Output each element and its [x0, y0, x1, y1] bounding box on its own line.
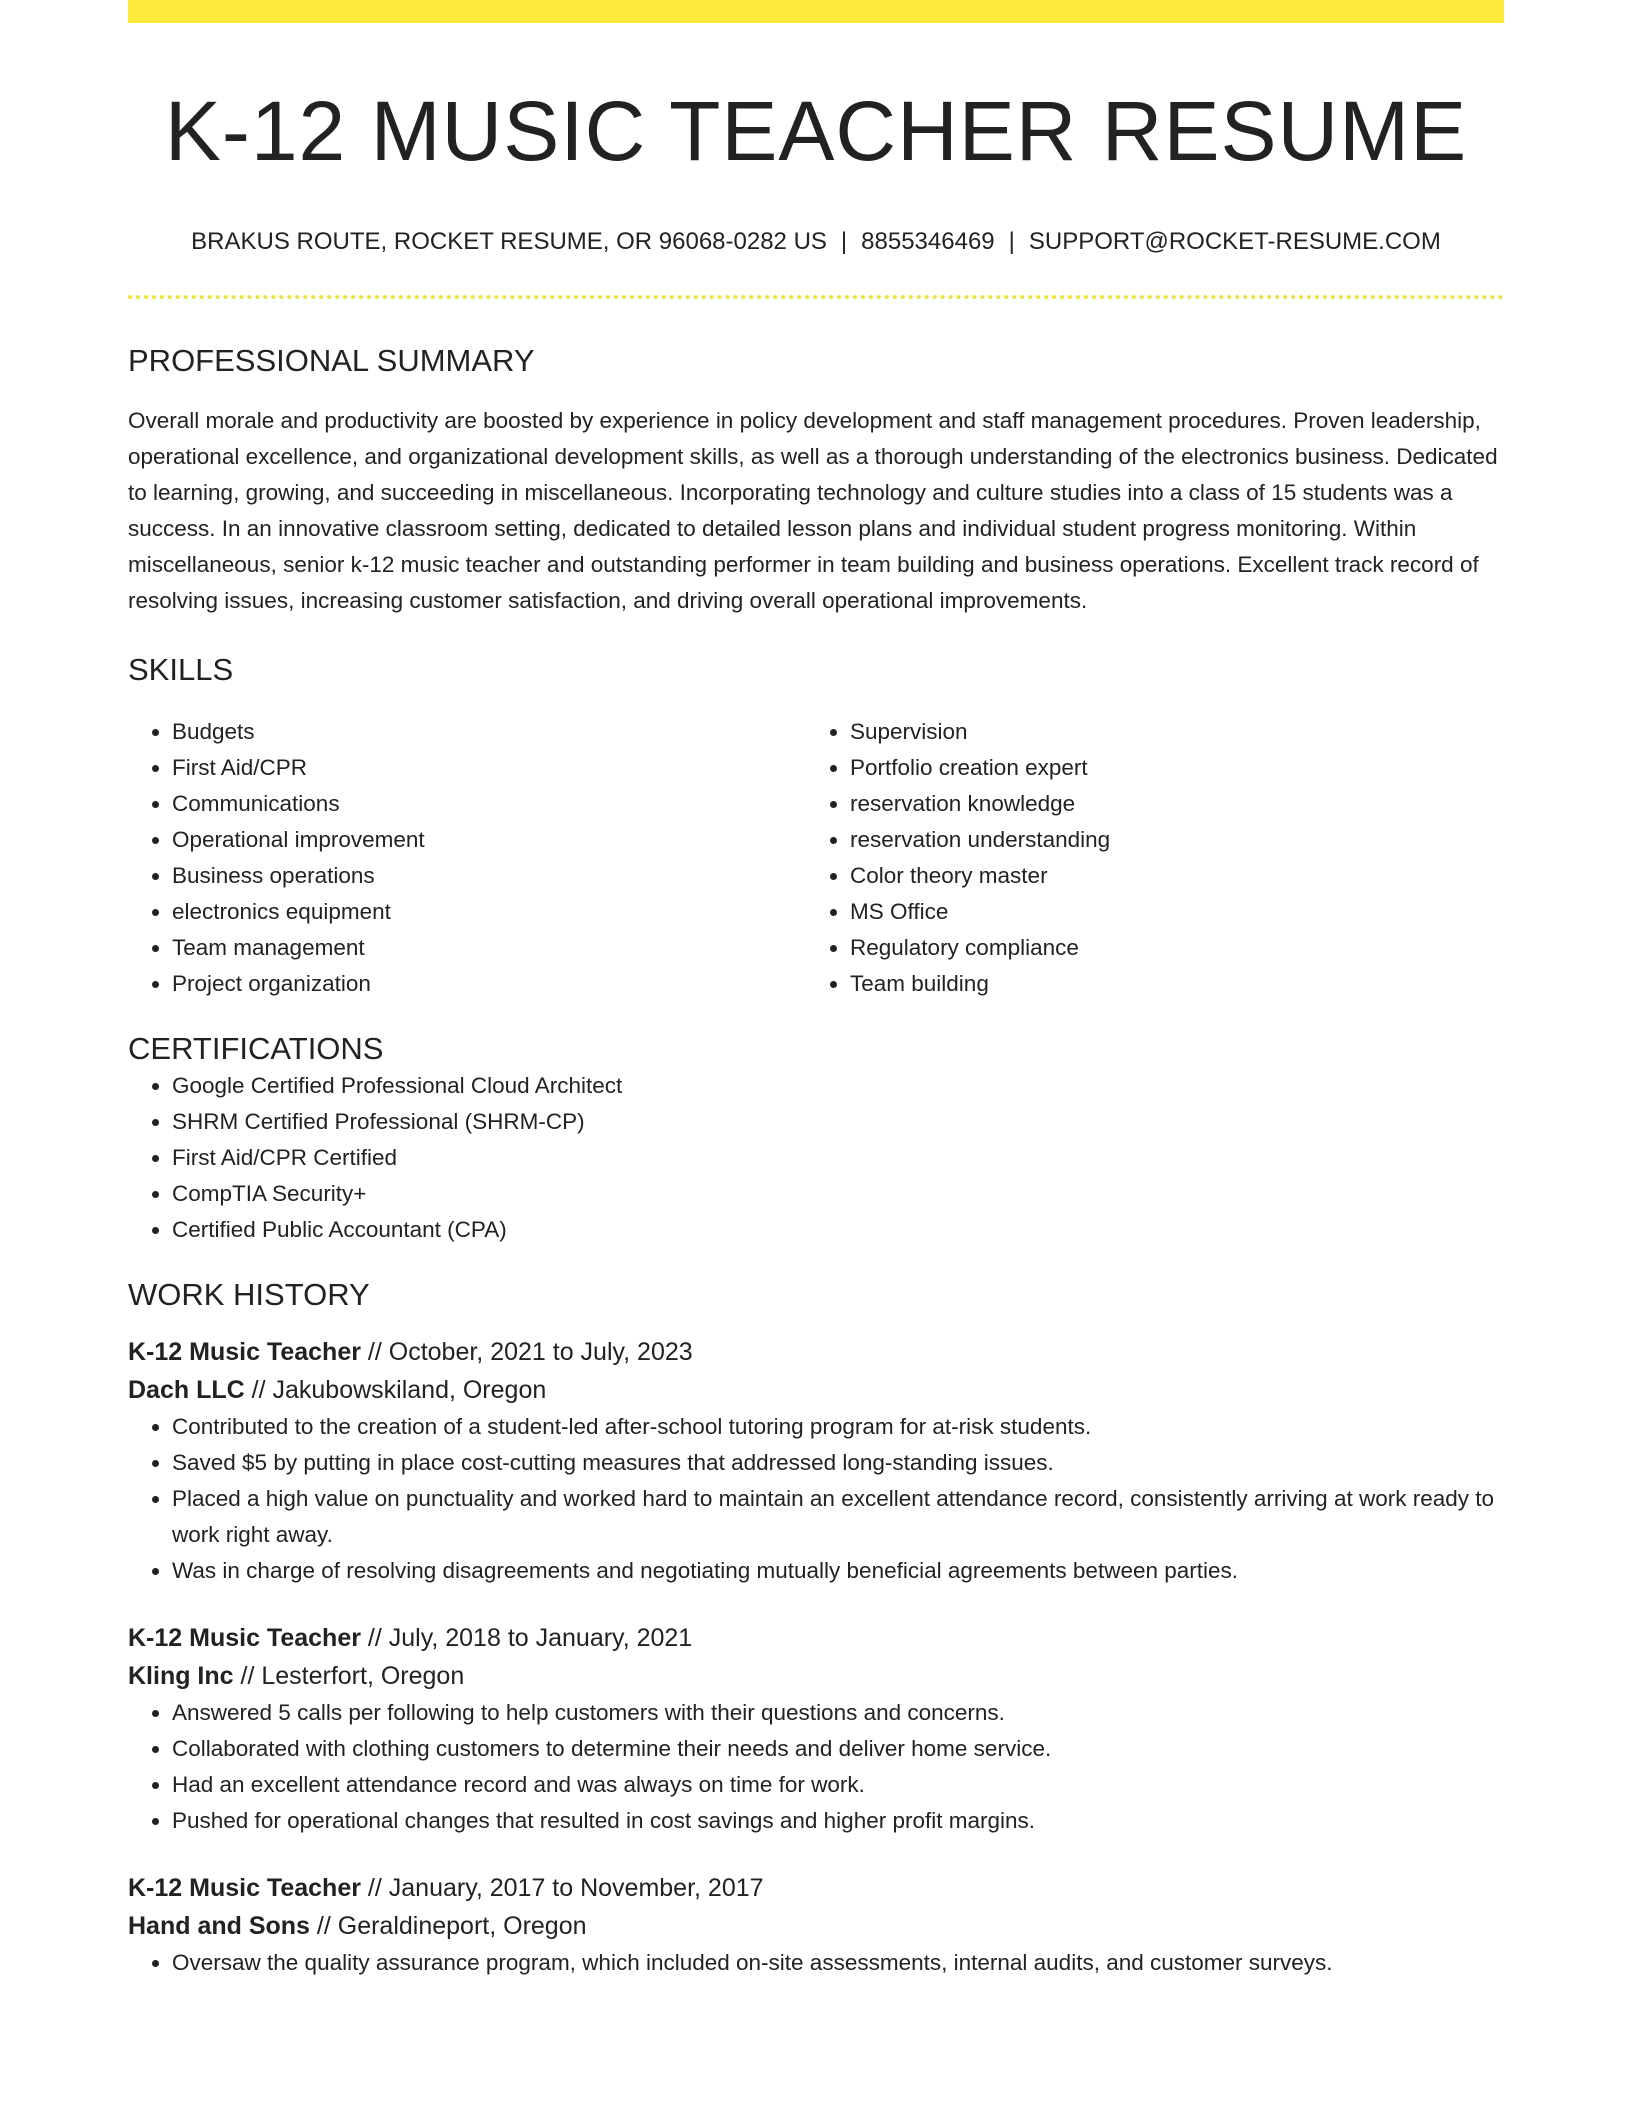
- job-role-line: [128, 1333, 1504, 1371]
- job-role: K-12 Music Teacher: [128, 1873, 361, 1902]
- job-bullet: • Answered 5 calls per following to help customers with their questions and concerns.: [172, 1695, 1504, 1731]
- job-entry: [128, 1869, 1504, 1981]
- certification-item: • Google Certified Professional Cloud Architect: [172, 1068, 1504, 1104]
- accent-top-bar: [128, 0, 1504, 23]
- job-company: Dach LLC: [128, 1375, 245, 1404]
- certification-item: • Certified Public Accountant (CPA): [172, 1212, 1504, 1248]
- skill-item: • electronics equipment: [172, 894, 806, 930]
- job-dates: // January, 2017 to November, 2017: [367, 1873, 764, 1902]
- job-company-line: [128, 1371, 1504, 1409]
- job-role-line: [128, 1619, 1504, 1657]
- skill-item: • Portfolio creation expert: [850, 750, 1484, 786]
- certifications-list: [128, 1068, 1504, 1248]
- skills-list-right: [806, 714, 1484, 1002]
- skill-item: • Communications: [172, 786, 806, 822]
- contact-separator: |: [1008, 227, 1015, 255]
- job-bullet: • Saved $5 by putting in place cost-cutting measures that addressed long-standing issues.: [172, 1445, 1504, 1481]
- resume-title: K-12 MUSIC TEACHER RESUME: [164, 84, 1468, 178]
- skills-list-left: [128, 714, 806, 1002]
- job-company: Kling Inc: [128, 1661, 234, 1690]
- job-role-line: [128, 1869, 1504, 1907]
- skills-column-right: [806, 714, 1484, 1002]
- skill-item: • Color theory master: [850, 858, 1484, 894]
- job-bullet: • Collaborated with clothing customers to determine their needs and deliver home service.: [172, 1731, 1504, 1767]
- job-bullet: • Contributed to the creation of a student-led after-school tutoring program for at-risk students.: [172, 1409, 1504, 1445]
- skill-item: • MS Office: [850, 894, 1484, 930]
- contact-separator: |: [840, 227, 848, 255]
- contact-address: BRAKUS ROUTE, ROCKET RESUME, OR 96068-0282 US: [191, 227, 827, 255]
- skill-item: • First Aid/CPR: [172, 750, 806, 786]
- job-role: K-12 Music Teacher: [128, 1337, 361, 1366]
- contact-line: [128, 226, 1504, 257]
- dotted-divider: [128, 295, 1504, 299]
- skill-item: • Operational improvement: [172, 822, 806, 858]
- skills-grid: [128, 714, 1504, 1002]
- skill-item: • Regulatory compliance: [850, 930, 1484, 966]
- job-bullet: • Placed a high value on punctuality and worked hard to maintain an excellent attendance record, consistently arriving at work ready to work right away.: [172, 1481, 1504, 1553]
- job-company-line: [128, 1657, 1504, 1695]
- skill-item: • Team management: [172, 930, 806, 966]
- job-location: // Jakubowskiland, Oregon: [251, 1375, 547, 1404]
- job-company-line: [128, 1907, 1504, 1945]
- certification-item: • First Aid/CPR Certified: [172, 1140, 1504, 1176]
- skill-item: • Business operations: [172, 858, 806, 894]
- summary-text: Overall morale and productivity are boosted by experience in policy development and staff management procedures. Proven leadership, operational excellence, and organizational development skills, as well as a thorough understanding of the electronics business. Dedicated to learning, growing, and succeeding in miscellaneous. Incorporating technology and culture studies into a class of 15 students was a success. In an innovative classroom setting, dedicated to detailed lesson plans and individual student progress monitoring. Within miscellaneous, senior k-12 music teacher and outstanding performer in team building and business operations. Excellent track record of resolving issues, increasing customer satisfaction, and driving overall operational improvements.: [128, 408, 1498, 614]
- job-bullet: • Oversaw the quality assurance program, which included on-site assessments, internal audits, and customer surveys.: [172, 1945, 1504, 1981]
- contact-email: SUPPORT@ROCKET-RESUME.COM: [1028, 227, 1441, 255]
- work-history-heading: WORK HISTORY: [128, 1276, 370, 1312]
- resume-page: [128, 0, 1504, 1981]
- job-bullet: • Pushed for operational changes that resulted in cost savings and higher profit margins.: [172, 1803, 1504, 1839]
- job-location: // Geraldineport, Oregon: [316, 1911, 587, 1940]
- skill-item: • Project organization: [172, 966, 806, 1002]
- job-bullet: • Was in charge of resolving disagreements and negotiating mutually beneficial agreements between parties.: [172, 1553, 1504, 1589]
- job-location: // Lesterfort, Oregon: [240, 1661, 465, 1690]
- certification-item: • CompTIA Security+: [172, 1176, 1504, 1212]
- job-bullets: [128, 1695, 1504, 1839]
- job-dates: // July, 2018 to January, 2021: [367, 1623, 693, 1652]
- job-role: K-12 Music Teacher: [128, 1623, 361, 1652]
- job-dates: // October, 2021 to July, 2023: [367, 1337, 693, 1366]
- job-bullet: • Had an excellent attendance record and was always on time for work.: [172, 1767, 1504, 1803]
- skills-column-left: [128, 714, 806, 1002]
- skill-item: • reservation understanding: [850, 822, 1484, 858]
- skill-item: • Budgets: [172, 714, 806, 750]
- job-entry: [128, 1619, 1504, 1839]
- job-bullets: [128, 1945, 1504, 1981]
- job-bullets: [128, 1409, 1504, 1589]
- summary-heading: PROFESSIONAL SUMMARY: [128, 342, 535, 378]
- contact-phone: 8855346469: [861, 227, 995, 255]
- skill-item: • reservation knowledge: [850, 786, 1484, 822]
- skill-item: • Supervision: [850, 714, 1484, 750]
- certification-item: • SHRM Certified Professional (SHRM-CP): [172, 1104, 1504, 1140]
- job-company: Hand and Sons: [128, 1911, 310, 1940]
- certifications-heading: CERTIFICATIONS: [128, 1031, 384, 1067]
- skills-heading: SKILLS: [128, 652, 234, 688]
- job-entry: [128, 1333, 1504, 1589]
- skill-item: • Team building: [850, 966, 1484, 1002]
